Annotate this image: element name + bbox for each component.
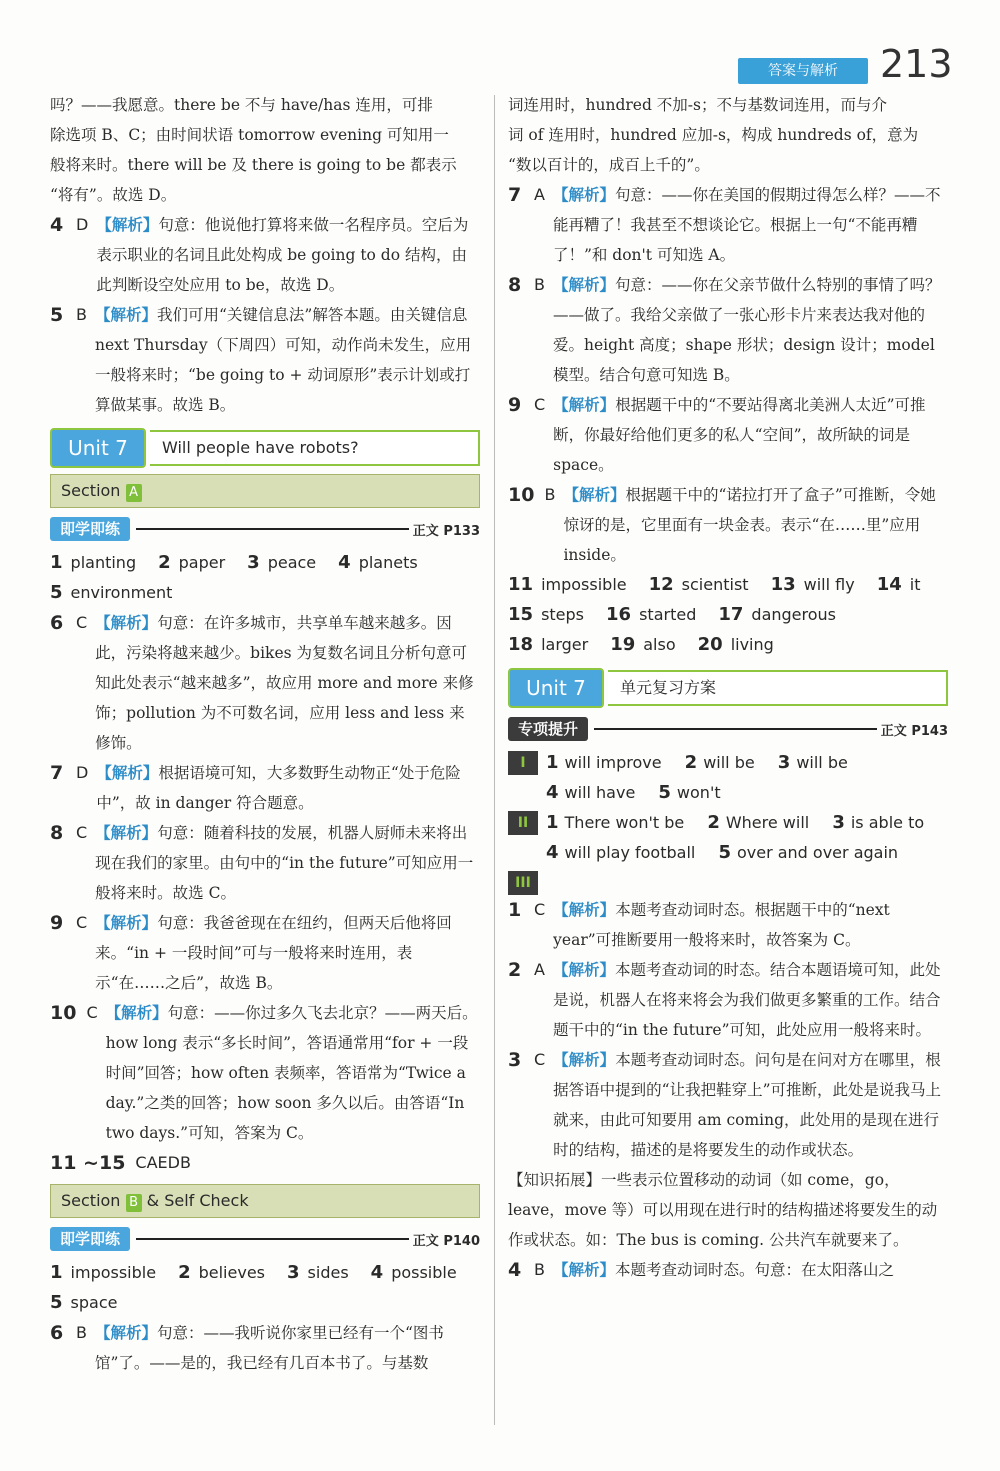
- continued-text: “将有”。故选 D。: [50, 186, 177, 204]
- arrow-line: [594, 728, 877, 730]
- section-label-suffix: & Self Check: [146, 1191, 249, 1210]
- analysis-tag: 【解析】: [552, 961, 615, 979]
- question-number: 4: [50, 214, 64, 236]
- analysis-tag: 【解析】: [94, 306, 157, 324]
- question-number: 10: [508, 484, 535, 506]
- analysis-tag: 【解析】: [552, 1261, 615, 1279]
- part-3: [508, 868, 948, 895]
- section-a-header: [50, 474, 480, 508]
- unit-header: [50, 428, 480, 468]
- answer-item: 1 will improve: [546, 752, 662, 773]
- answer-list: [508, 570, 948, 660]
- section-label: Section: [61, 1191, 121, 1210]
- explanation-text: 句意：随着科技的发展，机器人厨师未来将出现在我们的家里。由句中的“in the future”可知应用一般将来时。故选 C。: [95, 824, 474, 902]
- question-9: [50, 908, 480, 998]
- answer-item: 20 living: [697, 634, 774, 655]
- explanation-text: 本题考查动词时态。问句是在问对方在哪里，根据答语中提到的“让我把鞋穿上”可推断，此处是说我马上就来，由此可知要用 am coming，此处用的是现在进行时的结构，描述的是将要发生的动作或状态。: [553, 1051, 942, 1159]
- analysis-tag: 【解析】: [96, 764, 159, 782]
- answer-letter: C: [534, 1050, 546, 1069]
- explanation-text: 本题考查动词时态。句意：在太阳落山之: [615, 1261, 895, 1279]
- explanation-text: 根据题干中的“诺拉打开了盒子”可推断，令她惊讶的是，它里面有一块金表。表示“在……里”应用 inside。: [563, 486, 936, 564]
- answer-item: 1 planting: [50, 552, 137, 573]
- answer-item: 11 impossible: [508, 574, 627, 595]
- analysis-tag: 【解析】: [552, 186, 615, 204]
- question-10: [508, 480, 948, 570]
- answer-item: 14 it: [876, 574, 921, 595]
- page-reference: 正文 P133: [412, 523, 480, 539]
- answer-letter: B: [534, 1260, 545, 1279]
- roman-badge: II: [508, 811, 538, 835]
- explanation-text: 本题考查动词时态。根据题干中的“next year”可推断要用一般将来时，故答案为 C。: [553, 901, 890, 949]
- analysis-tag: 【解析】: [553, 1051, 616, 1069]
- question-8: [508, 270, 948, 390]
- question-6: [50, 608, 480, 758]
- analysis-tag: 【解析】: [553, 396, 616, 414]
- part3-question-4: [508, 1255, 948, 1285]
- analysis-tag: 【解析】: [95, 614, 158, 632]
- explanation-text: 本题考查动词的时态。结合本题语境可知，此处是说，机器人在将来将会为我们做更多繁重的工作。结合题干中的“in the future”可知，此处应用一般将来时。: [552, 961, 941, 1039]
- special-tag: 专项提升: [508, 717, 588, 741]
- answer-letter: A: [534, 185, 545, 204]
- page-reference: 正文 P143: [880, 723, 948, 739]
- answer-item: 2 Where will: [707, 812, 810, 833]
- answer-item: 4 possible: [370, 1262, 457, 1283]
- explanation-text: 我们可用“关键信息法”解答本题。由关键信息 next Thursday（下周四）可知，动作尚未发生，应用一般将来时；“be going to + 动词原形”表示计划或打算做某事。故选 B。: [94, 306, 472, 414]
- answer-item: 3 peace: [247, 552, 317, 573]
- explanation-text: 句意：他说他打算将来做一名程序员。空后为表示职业的名词且此处构成 be going to do 结构，由此判断设空处应用 to be，故选 D。: [96, 216, 469, 294]
- section-b-header: [50, 1184, 480, 1218]
- answer-list: [50, 1258, 480, 1318]
- continued-text: 般将来时。there will be 及 there is going to be 都表示: [50, 156, 457, 174]
- question-number: 5: [50, 304, 64, 326]
- section-label: Section: [61, 481, 121, 500]
- answer-item: 13 will fly: [770, 574, 855, 595]
- answer-item: 16 started: [606, 604, 697, 625]
- answer-item: 1 There won't be: [546, 812, 685, 833]
- page-reference: 正文 P140: [412, 1233, 480, 1249]
- answer-item: 5 environment: [50, 582, 173, 603]
- answer-letter: B: [534, 275, 545, 294]
- answer-letter: C: [76, 613, 88, 632]
- continued-text: “数以百计的，成百上千的”。: [508, 156, 710, 174]
- answer-item: 3 sides: [287, 1262, 349, 1283]
- answer-item: 18 larger: [508, 634, 589, 655]
- answer-item: 17 dangerous: [718, 604, 836, 625]
- section-badge: B: [126, 1194, 142, 1212]
- question-number: 1: [508, 899, 522, 921]
- answer-item: 2 paper: [158, 552, 226, 573]
- question-11-15: [50, 1148, 480, 1178]
- question-number: 9: [508, 394, 522, 416]
- answer-item: 1 impossible: [50, 1262, 157, 1283]
- answer-item: 4 will play football: [546, 842, 696, 863]
- question-number: 2: [508, 959, 522, 981]
- answer-list: [50, 548, 480, 608]
- answer-letter: D: [76, 763, 89, 782]
- answer-letter: C: [534, 900, 546, 919]
- analysis-tag: 【解析】: [105, 1004, 168, 1022]
- practice-tag: 即学即练: [50, 1227, 130, 1251]
- explanation-text: 句意：——你在父亲节做什么特别的事情了吗？——做了。我给父亲做了一张心形卡片来表达我对他的爱。height 高度；shape 形状；design 设计；model 模型。结合句意可知选 B。: [552, 276, 941, 384]
- question-number: 8: [508, 274, 522, 296]
- answer-item: 2 believes: [178, 1262, 265, 1283]
- answer-letter: C: [534, 395, 546, 414]
- question-number: 11 ~15: [50, 1152, 126, 1174]
- analysis-tag: 【解析】: [95, 824, 158, 842]
- answer-item: 15 steps: [508, 604, 585, 625]
- answer-item: 5 space: [50, 1292, 118, 1313]
- question-8: [50, 818, 480, 908]
- answer-letters: CAEDB: [135, 1153, 191, 1172]
- part3-question-3: [508, 1045, 948, 1165]
- answer-item: 4 will have: [546, 782, 636, 803]
- section-badge: A: [126, 484, 142, 502]
- question-number: 7: [50, 762, 64, 784]
- continued-text: 词 of 连用时，hundred 应加-s，构成 hundreds of，意为: [508, 126, 919, 144]
- explanation-text: 句意：——我听说你家里已经有一个“图书馆”了。——是的，我已经有几百本书了。与基数: [94, 1324, 444, 1372]
- answer-item: 3 is able to: [832, 812, 925, 833]
- question-number: 4: [508, 1259, 522, 1281]
- continued-text: 除选项 B、C；由时间状语 tomorrow evening 可知用一: [50, 126, 449, 144]
- analysis-tag: 【解析】: [553, 901, 616, 919]
- right-column: [508, 90, 948, 1285]
- column-divider: [494, 95, 495, 1425]
- left-column: [50, 90, 480, 1378]
- question-number: 7: [508, 184, 522, 206]
- answer-letter: C: [76, 913, 88, 932]
- question-5: [50, 300, 480, 420]
- unit-label: Unit 7: [508, 668, 604, 708]
- unit-label: Unit 7: [50, 428, 146, 468]
- roman-badge: I: [508, 751, 538, 775]
- question-9: [508, 390, 948, 480]
- answer-letter: A: [534, 960, 545, 979]
- question-number: 6: [50, 1322, 64, 1344]
- question-number: 6: [50, 612, 64, 634]
- part-1: [508, 748, 948, 808]
- part3-question-2: [508, 955, 948, 1045]
- continued-text: 吗？——我愿意。there be 不与 have/has 连用，可排: [50, 96, 433, 114]
- answer-item: 4 planets: [338, 552, 418, 573]
- question-7: [50, 758, 480, 818]
- unit-title: Will people have robots?: [150, 430, 480, 466]
- continued-text: 词连用时，hundred 不加-s；不与基数词连用，而与介: [508, 96, 887, 114]
- analysis-tag: 【解析】: [96, 216, 159, 234]
- answer-letter: D: [76, 215, 89, 234]
- analysis-tag: 【解析】: [94, 1324, 157, 1342]
- explanation-text: 根据题干中的“不要站得离北美洲人太近”可推断，你最好给他们更多的私人“空间”，故所缺的词是 space。: [553, 396, 926, 474]
- answer-item: 2 will be: [684, 752, 755, 773]
- question-4: [50, 210, 480, 300]
- explanation-text: 句意：在许多城市，共享单车越来越多。因此，污染将越来越少。bikes 为复数名词且分析句意可知此处表示“越来越多”，故应用 more and more 来修饰；pollution 为不可数名词，应用 less and less 来修饰。: [95, 614, 474, 752]
- answer-letter: C: [76, 823, 88, 842]
- analysis-tag: 【解析】: [563, 486, 626, 504]
- arrow-line: [136, 1238, 409, 1240]
- answer-item: 5 won't: [658, 782, 721, 803]
- answer-item: 12 scientist: [648, 574, 749, 595]
- answer-letter: B: [544, 485, 556, 504]
- answer-letter: B: [76, 305, 87, 324]
- question-6b: [50, 1318, 480, 1378]
- explanation-text: 句意：我爸爸现在在纽约，但两天后他将回来。“in + 一段时间”可与一般将来时连用，表示“在……之后”，故选 B。: [95, 914, 452, 992]
- practice-bar: [50, 514, 480, 544]
- unit-title: 单元复习方案: [608, 670, 948, 706]
- arrow-line: [136, 528, 409, 530]
- practice-tag: 即学即练: [50, 517, 130, 541]
- header-section-tag: 答案与解析: [738, 58, 868, 84]
- unit-review-header: [508, 668, 948, 708]
- question-number: 10: [50, 1002, 77, 1024]
- answer-item: 19 also: [610, 634, 676, 655]
- analysis-tag: 【解析】: [95, 914, 158, 932]
- special-bar: [508, 714, 948, 744]
- page-number: 213: [880, 42, 953, 86]
- part3-question-1: [508, 895, 948, 955]
- practice-bar: [50, 1224, 480, 1254]
- answer-letter: B: [76, 1323, 87, 1342]
- answer-letter: C: [86, 1003, 98, 1022]
- analysis-tag: 【解析】: [552, 276, 615, 294]
- explanation-text: 根据语境可知，大多数野生动物正“处于危险中”，故 in danger 符合题意。: [96, 764, 461, 812]
- knowledge-expansion: 【知识拓展】一些表示位置移动的动词（如 come，go，leave，move 等）可以用现在进行时的结构描述将要发生的动作或状态。如：The bus is coming. 公共汽车就要来了。: [508, 1171, 938, 1249]
- question-number: 8: [50, 822, 64, 844]
- question-number: 3: [508, 1049, 522, 1071]
- roman-badge: III: [508, 871, 538, 895]
- answer-item: 3 will be: [777, 752, 848, 773]
- question-7: [508, 180, 948, 270]
- question-10: [50, 998, 480, 1148]
- explanation-text: 句意：——你在美国的假期过得怎么样？——不能再糟了！我甚至不想谈论它。根据上一句“不能再糟了！”和 don't 可知选 A。: [552, 186, 941, 264]
- part-2: [508, 808, 948, 868]
- explanation-text: 句意：——你过多久飞去北京？——两天后。how long 表示“多长时间”，答语通常用“for + 一段时间”回答；how often 表频率，答语常为“Twice a day.”之类的回答；how soon 多久以后。由答语“In two days.”可知，答案为 C。: [105, 1004, 478, 1142]
- question-number: 9: [50, 912, 64, 934]
- answer-item: 5 over and over again: [718, 842, 899, 863]
